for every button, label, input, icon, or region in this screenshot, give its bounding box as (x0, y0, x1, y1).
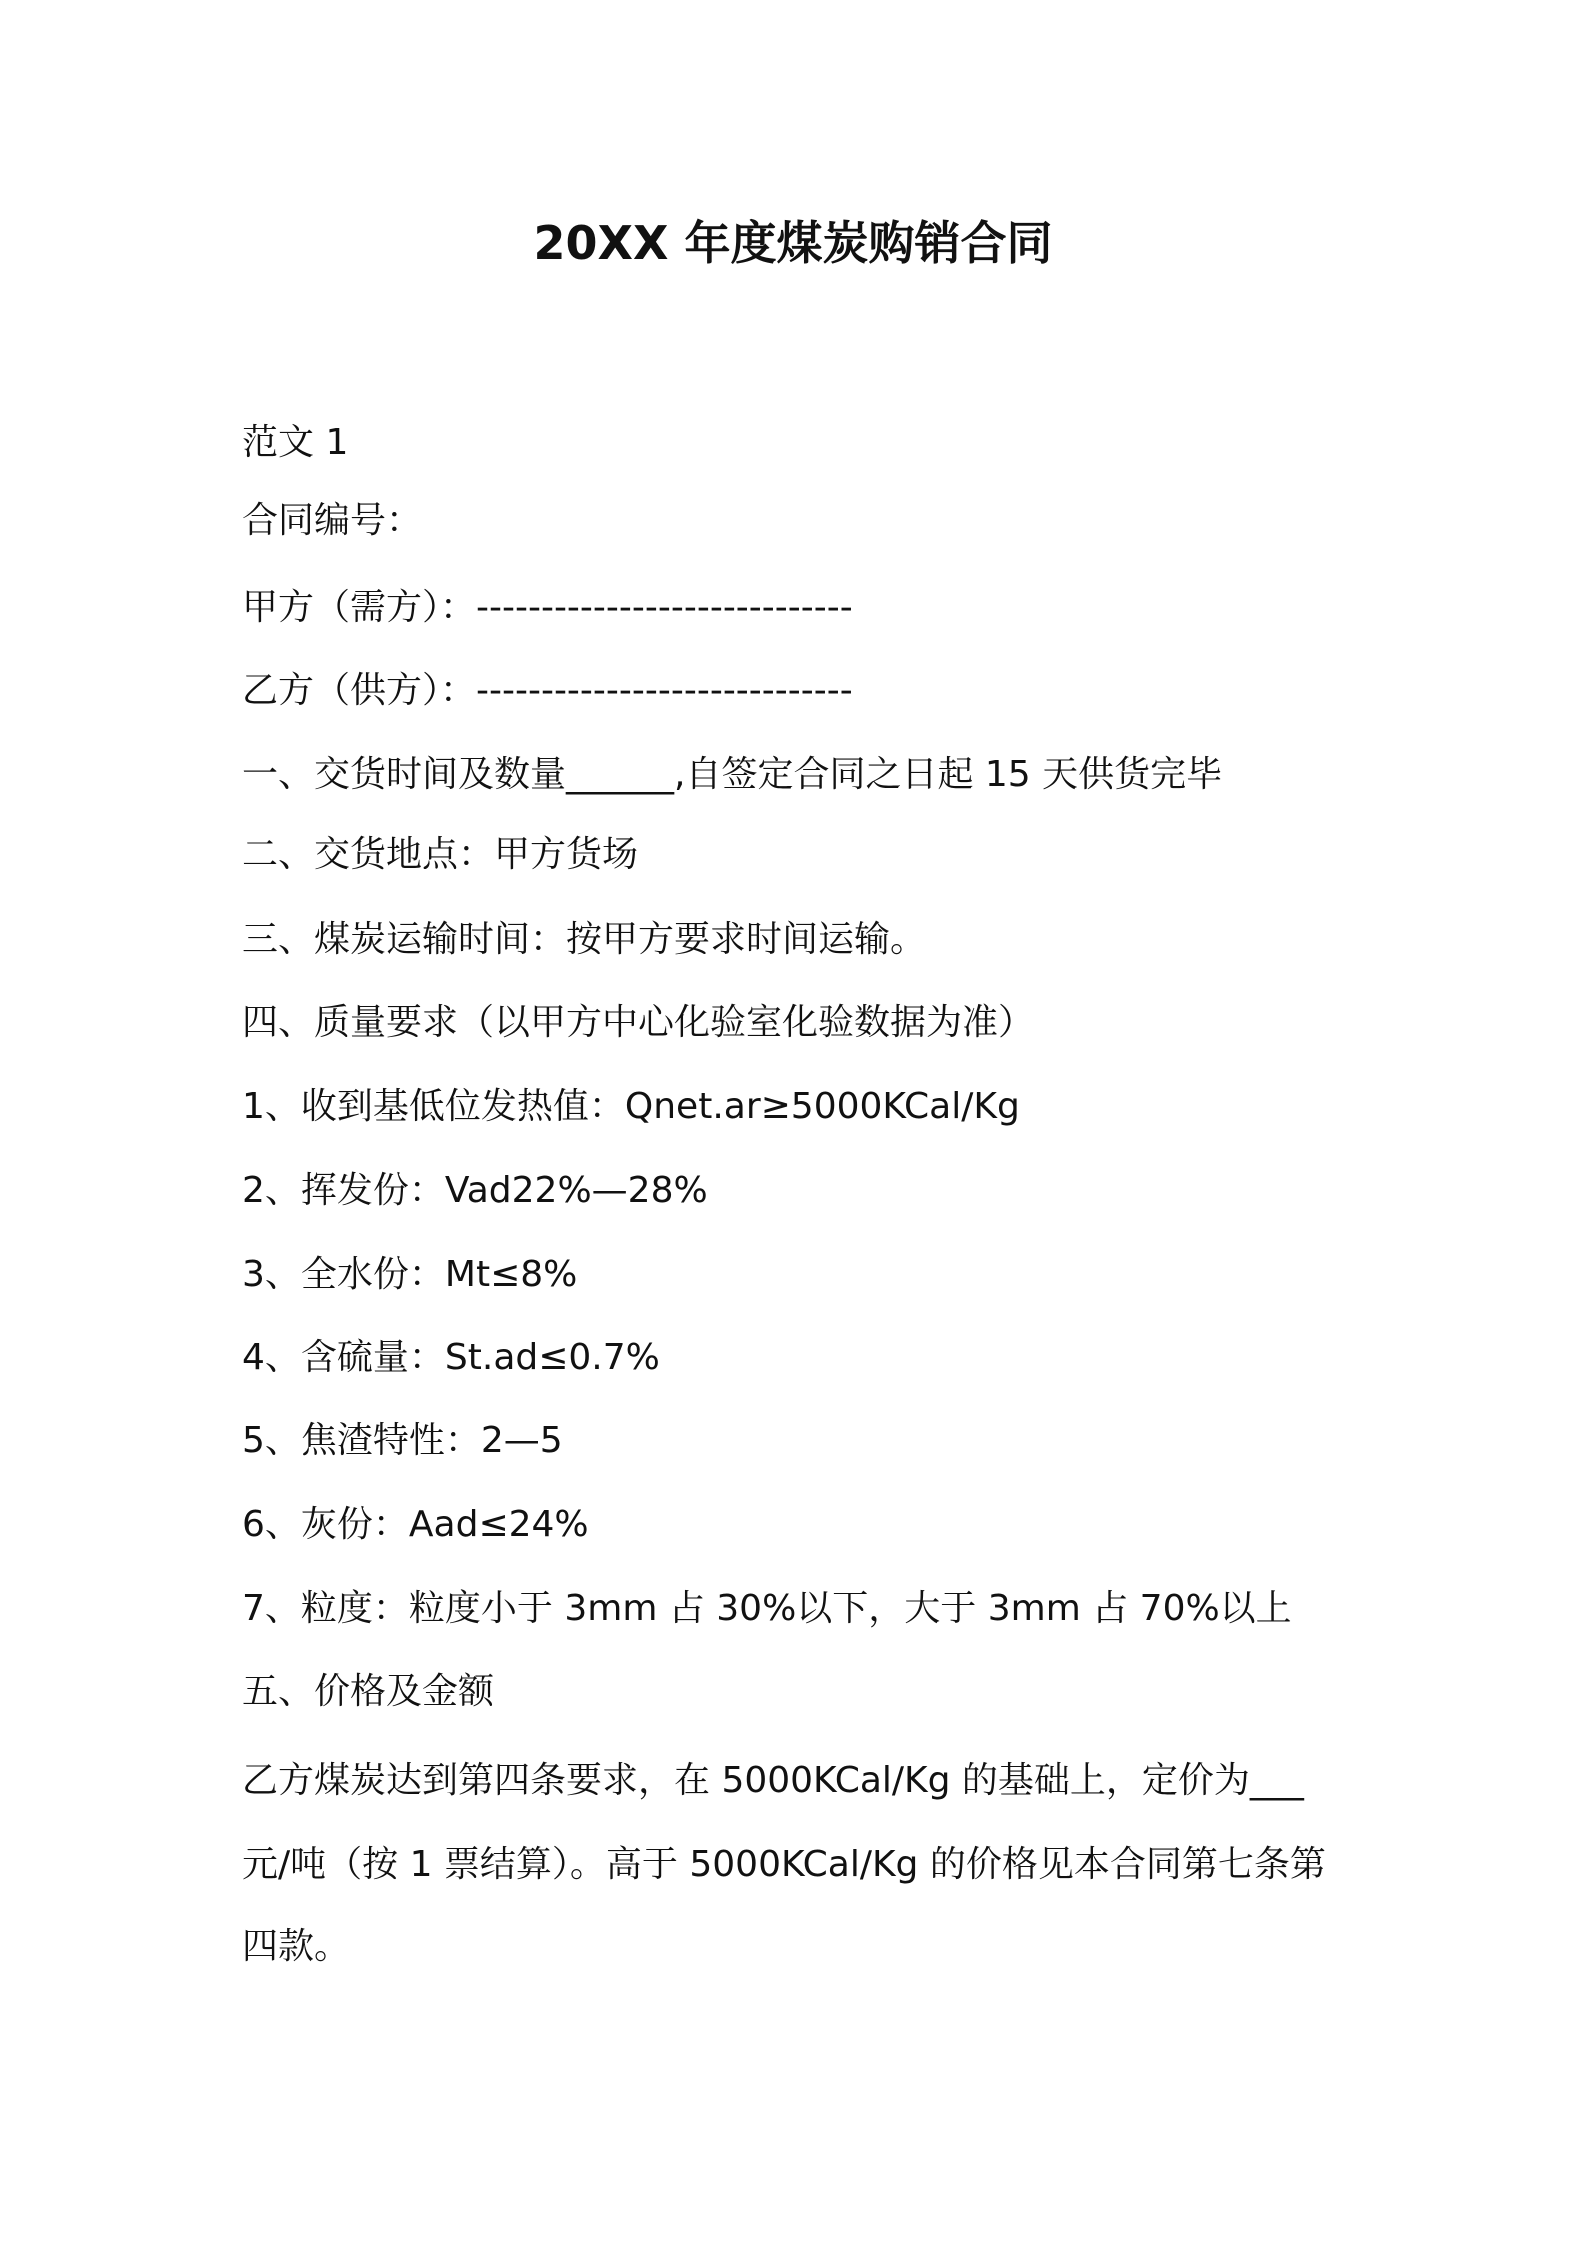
quality-item-3: 3、全水份：Mt≤8% (242, 1254, 578, 1295)
clause-3-transport-time: 三、煤炭运输时间：按甲方要求时间运输。 (242, 919, 927, 960)
price-paragraph-line-1: 乙方煤炭达到第四条要求，在 5000KCal/Kg 的基础上，定价为___ (242, 1760, 1304, 1801)
quality-item-1: 1、收到基低位发热值：Qnet.ar≥5000KCal/Kg (242, 1086, 1020, 1127)
clause-4-quality: 四、质量要求（以甲方中心化验室化验数据为准） (242, 1002, 1035, 1043)
sample-label: 范文 1 (242, 422, 349, 463)
contract-number-label: 合同编号： (242, 500, 423, 541)
quality-item-2: 2、挥发份：Vad22%—28% (242, 1170, 708, 1211)
quality-item-5: 5、焦渣特性：2—5 (242, 1420, 563, 1461)
clause-5-price: 五、价格及金额 (242, 1671, 495, 1712)
party-b-line: 乙方（供方）：----------------------------- (242, 670, 853, 711)
price-paragraph-line-2: 元/吨（按 1 票结算）。高于 5000KCal/Kg 的价格见本合同第七条第 (242, 1844, 1326, 1885)
quality-item-4: 4、含硫量：St.ad≤0.7% (242, 1337, 660, 1378)
quality-item-7: 7、粒度：粒度小于 3mm 占 30%以下，大于 3mm 占 70%以上 (242, 1588, 1292, 1629)
document-title: 20XX 年度煤炭购销合同 (533, 216, 1053, 270)
clause-2-delivery-place: 二、交货地点：甲方货场 (242, 834, 639, 875)
price-paragraph-line-3: 四款。 (242, 1926, 351, 1967)
party-a-line: 甲方（需方）：----------------------------- (242, 587, 853, 628)
clause-1-delivery-time: 一、交货时间及数量______,自签定合同之日起 15 天供货完毕 (242, 754, 1223, 795)
quality-item-6: 6、灰份：Aad≤24% (242, 1504, 589, 1545)
